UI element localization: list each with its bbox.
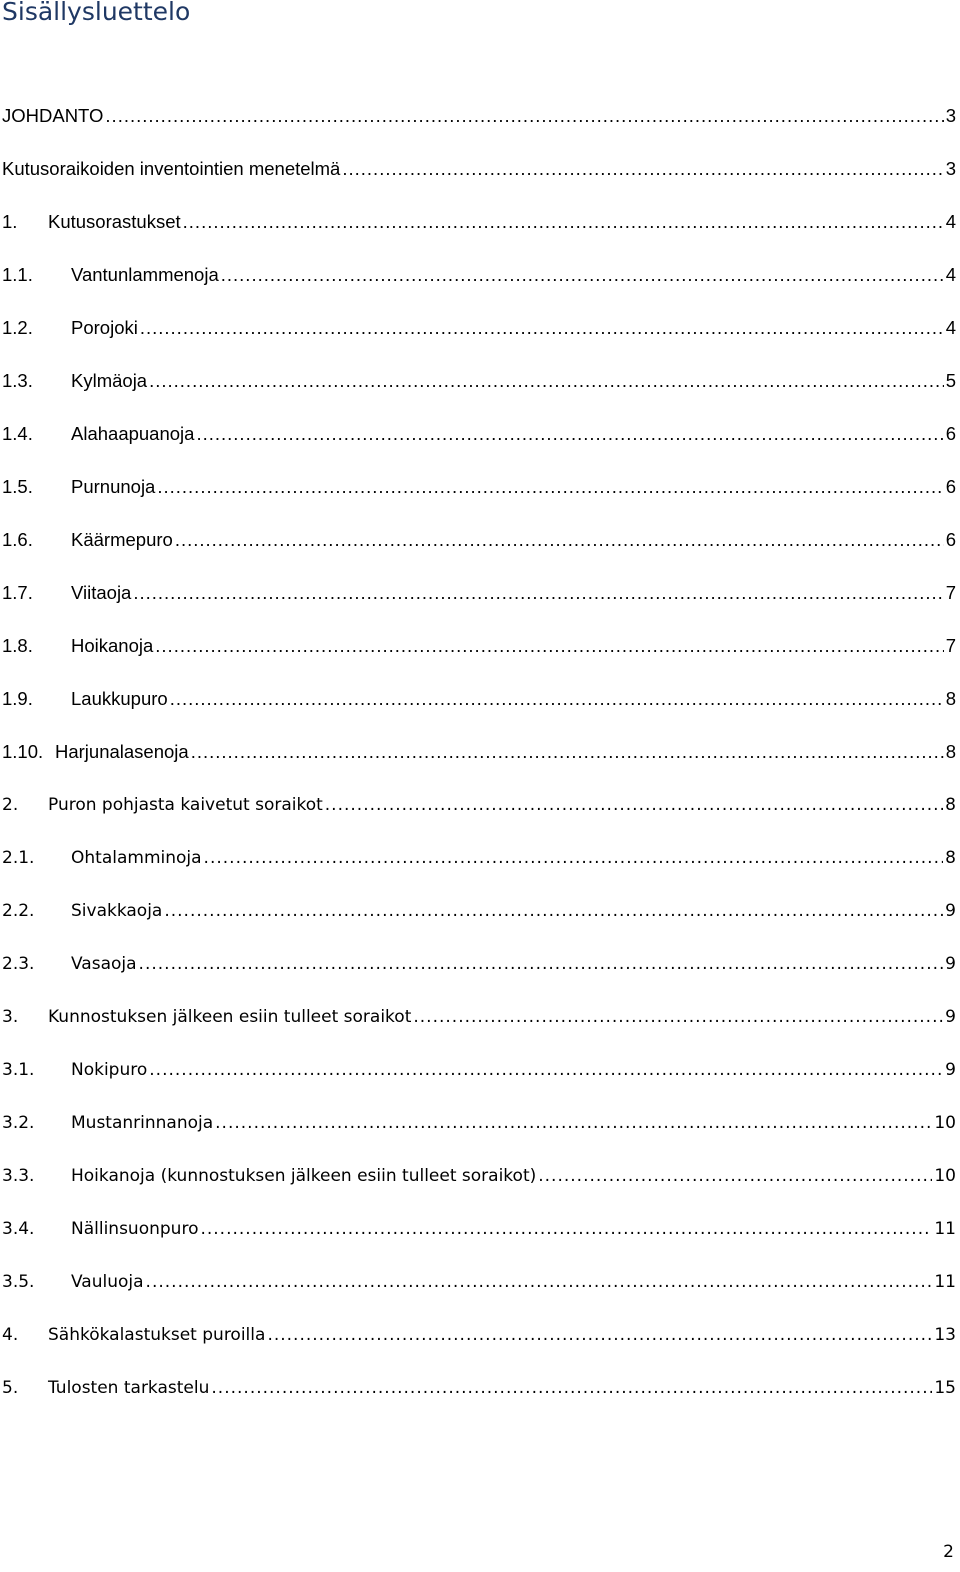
toc-leader: [164, 898, 943, 924]
toc-entry[interactable]: [2, 525, 956, 553]
toc-page: 3: [945, 158, 956, 179]
toc-entry[interactable]: [2, 684, 956, 712]
toc-number: 1.1.: [2, 264, 33, 285]
toc-number: 1.10.: [2, 741, 44, 762]
toc-number: 1.5.: [2, 476, 33, 497]
toc-entry[interactable]: [2, 1108, 956, 1136]
toc-leader: [204, 845, 944, 871]
toc-title: Harjunalasenoja: [55, 741, 189, 762]
toc-number: 2.3.: [2, 954, 35, 974]
toc-leader: [140, 315, 944, 341]
toc-number: 3.5.: [2, 1272, 35, 1292]
toc-leader: [200, 1216, 932, 1242]
toc-title: Porojoki: [71, 317, 138, 338]
toc-title: JOHDANTO: [2, 105, 104, 126]
toc-entry[interactable]: [2, 366, 956, 394]
toc-page: 3: [945, 105, 956, 126]
toc-title: Hoikanoja: [71, 635, 154, 656]
toc-page: 11: [934, 1272, 956, 1292]
page-title: Sisällysluettelo: [2, 0, 191, 26]
toc-page: 9: [945, 901, 956, 921]
toc-page: 11: [934, 1219, 956, 1239]
toc-leader: [146, 1269, 933, 1295]
toc-title: Sähkökalastukset puroilla: [48, 1325, 266, 1345]
toc-entry[interactable]: [2, 1320, 956, 1348]
toc-entry[interactable]: [2, 631, 956, 659]
toc-number: 4.: [2, 1325, 19, 1345]
toc-title: Ohtalamminoja: [71, 848, 202, 868]
toc-page: 9: [945, 1060, 956, 1080]
toc-entry[interactable]: [2, 313, 956, 341]
toc-number: 1.: [2, 211, 18, 232]
toc-title: Kunnostuksen jälkeen esiin tulleet soraikot: [48, 1007, 412, 1027]
toc-entry[interactable]: [2, 101, 956, 129]
toc-page: 10: [934, 1166, 956, 1186]
toc-title: Käärmepuro: [71, 529, 173, 550]
toc-title: Puron pohjasta kaivetut soraikot: [48, 795, 323, 815]
toc-entry[interactable]: [2, 1373, 956, 1401]
toc-number: 2.: [2, 795, 19, 815]
toc-leader: [538, 1163, 932, 1189]
toc-page: 4: [945, 211, 956, 232]
toc-entry[interactable]: [2, 1161, 956, 1189]
toc-entry[interactable]: [2, 154, 956, 182]
toc-page: 8: [945, 795, 956, 815]
toc-page: 13: [934, 1325, 956, 1345]
toc-number: 1.7.: [2, 582, 33, 603]
toc-page: 8: [945, 688, 956, 709]
toc-title: Purnunoja: [71, 476, 156, 497]
toc-leader: [413, 1004, 943, 1030]
toc-entry[interactable]: [2, 419, 956, 447]
toc-page: 8: [945, 741, 956, 762]
toc-leader: [221, 262, 944, 288]
toc-page: 15: [934, 1378, 956, 1398]
toc-leader: [149, 368, 944, 394]
toc-title: Kutusoraikoiden inventointien menetelmä: [2, 158, 341, 179]
toc-entry[interactable]: [2, 1002, 956, 1030]
toc-number: 1.8.: [2, 635, 33, 656]
toc-title: Viitaoja: [71, 582, 132, 603]
toc-entry[interactable]: [2, 790, 956, 818]
toc-title: Laukkupuro: [71, 688, 168, 709]
toc-entry[interactable]: [2, 472, 956, 500]
toc-number: 2.2.: [2, 901, 35, 921]
toc-leader: [342, 156, 943, 182]
toc-leader: [155, 633, 943, 659]
toc-page: 8: [945, 848, 956, 868]
toc-entry[interactable]: [2, 1055, 956, 1083]
toc-title: Nällinsuonpuro: [71, 1219, 199, 1239]
toc-number: 3.3.: [2, 1166, 35, 1186]
toc-number: 3.2.: [2, 1113, 35, 1133]
toc-title: Vauluoja: [71, 1272, 144, 1292]
toc-page: 6: [945, 529, 956, 550]
page-number: 2: [943, 1542, 954, 1562]
toc-leader: [267, 1322, 932, 1348]
toc-entry[interactable]: [2, 578, 956, 606]
toc-number: 1.2.: [2, 317, 33, 338]
toc-leader: [139, 951, 944, 977]
toc-title: Vasaoja: [71, 954, 137, 974]
toc-leader: [149, 1057, 943, 1083]
toc-leader: [175, 527, 944, 553]
toc-leader: [170, 686, 944, 712]
toc-page: 4: [945, 264, 956, 285]
toc-entry[interactable]: [2, 896, 956, 924]
toc-leader: [191, 739, 944, 765]
toc-number: 1.4.: [2, 423, 33, 444]
toc-number: 3.1.: [2, 1060, 35, 1080]
toc-entry[interactable]: [2, 207, 956, 235]
toc-number: 2.1.: [2, 848, 35, 868]
toc-number: 1.6.: [2, 529, 33, 550]
toc-title: Mustanrinnanoja: [71, 1113, 214, 1133]
toc-title: Kutusorastukset: [48, 211, 181, 232]
toc-page: 5: [945, 370, 956, 391]
toc-page: 4: [945, 317, 956, 338]
toc-number: 3.4.: [2, 1219, 35, 1239]
toc-entry[interactable]: [2, 843, 956, 871]
toc-number: 5.: [2, 1378, 19, 1398]
toc-page: 9: [945, 1007, 956, 1027]
toc-number: 1.3.: [2, 370, 33, 391]
toc-entry[interactable]: [2, 737, 956, 765]
toc-page: 6: [945, 476, 956, 497]
toc-title: Hoikanoja (kunnostuksen jälkeen esiin tulleet soraikot): [71, 1166, 537, 1186]
toc-entry[interactable]: [2, 260, 956, 288]
toc-page: 9: [945, 954, 956, 974]
toc-leader: [196, 421, 943, 447]
toc-title: Nokipuro: [71, 1060, 148, 1080]
toc-leader: [325, 792, 943, 818]
toc-entry[interactable]: [2, 1214, 956, 1242]
toc-entry[interactable]: [2, 1267, 956, 1295]
toc-title: Kylmäoja: [71, 370, 148, 391]
toc-title: Sivakkaoja: [71, 901, 163, 921]
toc-leader: [105, 103, 943, 129]
toc-leader: [183, 209, 944, 235]
toc-title: Tulosten tarkastelu: [48, 1378, 210, 1398]
toc-number: 3.: [2, 1007, 19, 1027]
toc-page: 7: [945, 582, 956, 603]
toc-leader: [157, 474, 943, 500]
toc-leader: [211, 1375, 932, 1401]
toc-number: 1.9.: [2, 688, 33, 709]
toc-entry[interactable]: [2, 949, 956, 977]
toc-page: 6: [945, 423, 956, 444]
toc-leader: [133, 580, 943, 606]
toc-title: Alahaapuanoja: [71, 423, 195, 444]
toc-title: Vantunlammenoja: [71, 264, 219, 285]
toc-page: 10: [934, 1113, 956, 1133]
toc-leader: [215, 1110, 932, 1136]
toc-page: 7: [945, 635, 956, 656]
